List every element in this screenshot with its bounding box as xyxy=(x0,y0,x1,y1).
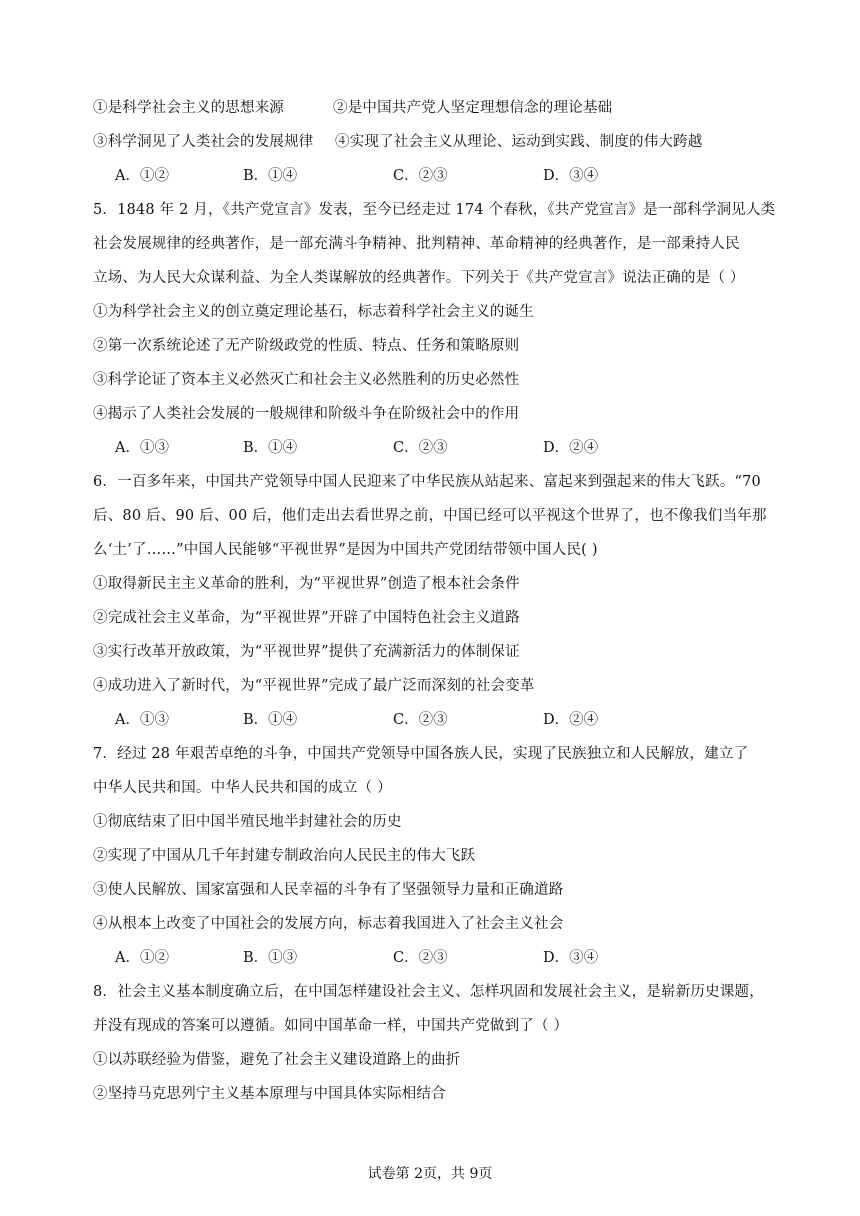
option-a[interactable]: A．①② xyxy=(115,950,169,966)
statement: ③科学洞见了人类社会的发展规律 xyxy=(93,134,314,150)
statement: ②第一次系统论述了无产阶级政党的性质、特点、任务和策略原则 xyxy=(93,338,520,354)
option-a[interactable]: A．①② xyxy=(115,168,169,184)
option-a[interactable]: A．①③ xyxy=(115,712,169,728)
statement: ①以苏联经验为借鉴，避免了社会主义建设道路上的曲折 xyxy=(93,1052,461,1068)
question-stem: 后、80 后、90 后、00 后，他们走出去看世界之前，中国已经可以平视这个世界了，也不像我们当年那 xyxy=(93,508,767,524)
option-a[interactable]: A．①③ xyxy=(115,440,169,456)
statement: ②坚持马克思列宁主义基本原理与中国具体实际相结合 xyxy=(93,1086,446,1102)
question-stem: 7．经过 28 年艰苦卓绝的斗争，中国共产党领导中国各族人民，实现了民族独立和人民解放，建立了 xyxy=(93,746,749,762)
statement: ②实现了中国从几千年封建专制政治向人民民主的伟大飞跃 xyxy=(93,848,476,864)
question-stem: 社会发展规律的经典著作，是一部充满斗争精神、批判精神、革命精神的经典著作，是一部秉持人民 xyxy=(93,236,740,252)
option-d[interactable]: D．②④ xyxy=(543,712,599,728)
statement-row xyxy=(93,98,613,118)
question-stem: 么‘土’了……”中国人民能够“平视世界”是因为中国共产党团结带领中国人民( ) xyxy=(93,542,598,558)
statement: ①彻底结束了旧中国半殖民地半封建社会的历史 xyxy=(93,814,402,830)
statement-row xyxy=(93,132,703,152)
option-d[interactable]: D．③④ xyxy=(543,168,599,184)
statement: ①取得新民主主义革命的胜利，为“平视世界”创造了根本社会条件 xyxy=(93,576,520,592)
statement: ④成功进入了新时代，为“平视世界”完成了最广泛而深刻的社会变革 xyxy=(93,678,535,694)
statement: ②完成社会主义革命，为“平视世界”开辟了中国特色社会主义道路 xyxy=(93,610,520,626)
option-b[interactable]: B．①③ xyxy=(243,950,298,966)
option-c[interactable]: C．②③ xyxy=(393,168,448,184)
statement: ②是中国共产党人坚定理想信念的理论基础 xyxy=(333,100,613,116)
option-b[interactable]: B．①④ xyxy=(243,168,298,184)
statement: ①为科学社会主义的创立奠定理论基石，标志着科学社会主义的诞生 xyxy=(93,304,534,320)
question-stem: 6．一百多年来，中国共产党领导中国人民迎来了中华民族从站起来、富起来到强起来的伟大飞跃。“70 xyxy=(93,474,761,490)
option-d[interactable]: D．②④ xyxy=(543,440,599,456)
question-stem: 8．社会主义基本制度确立后，在中国怎样建设社会主义、怎样巩固和发展社会主义，是崭新历史课题， xyxy=(93,984,764,1000)
option-b[interactable]: B．①④ xyxy=(243,712,298,728)
question-stem: 立场、为人民大众谋利益、为全人类谋解放的经典著作。下列关于《共产党宣言》说法正确的是（ ） xyxy=(93,270,745,286)
question-stem: 5．1848 年 2 月，《共产党宣言》发表，至今已经走过 174 个春秋，《共产党宣言》是一部科学洞见人类 xyxy=(93,202,776,218)
page-footer: 试卷第 2页，共 9页 xyxy=(367,1166,493,1182)
statement: ③科学论证了资本主义必然灭亡和社会主义必然胜利的历史必然性 xyxy=(93,372,520,388)
question-stem: 中华人民共和国。中华人民共和国的成立（ ） xyxy=(93,780,392,796)
statement: ①是科学社会主义的思想来源 xyxy=(93,100,285,116)
option-d[interactable]: D．③④ xyxy=(543,950,599,966)
question-stem: 并没有现成的答案可以遵循。如同中国革命一样，中国共产党做到了（ ） xyxy=(93,1018,569,1034)
statement: ③使人民解放、国家富强和人民幸福的斗争有了坚强领导力量和正确道路 xyxy=(93,882,564,898)
statement: ③实行改革开放政策，为“平视世界”提供了充满新活力的体制保证 xyxy=(93,644,520,660)
option-b[interactable]: B．①④ xyxy=(243,440,298,456)
statement: ④实现了社会主义从理论、运动到实践、制度的伟大跨越 xyxy=(335,134,703,150)
option-c[interactable]: C．②③ xyxy=(393,950,448,966)
option-c[interactable]: C．②③ xyxy=(393,440,448,456)
statement: ④揭示了人类社会发展的一般规律和阶级斗争在阶级社会中的作用 xyxy=(93,406,520,422)
option-c[interactable]: C．②③ xyxy=(393,712,448,728)
statement: ④从根本上改变了中国社会的发展方向，标志着我国进入了社会主义社会 xyxy=(93,916,564,932)
